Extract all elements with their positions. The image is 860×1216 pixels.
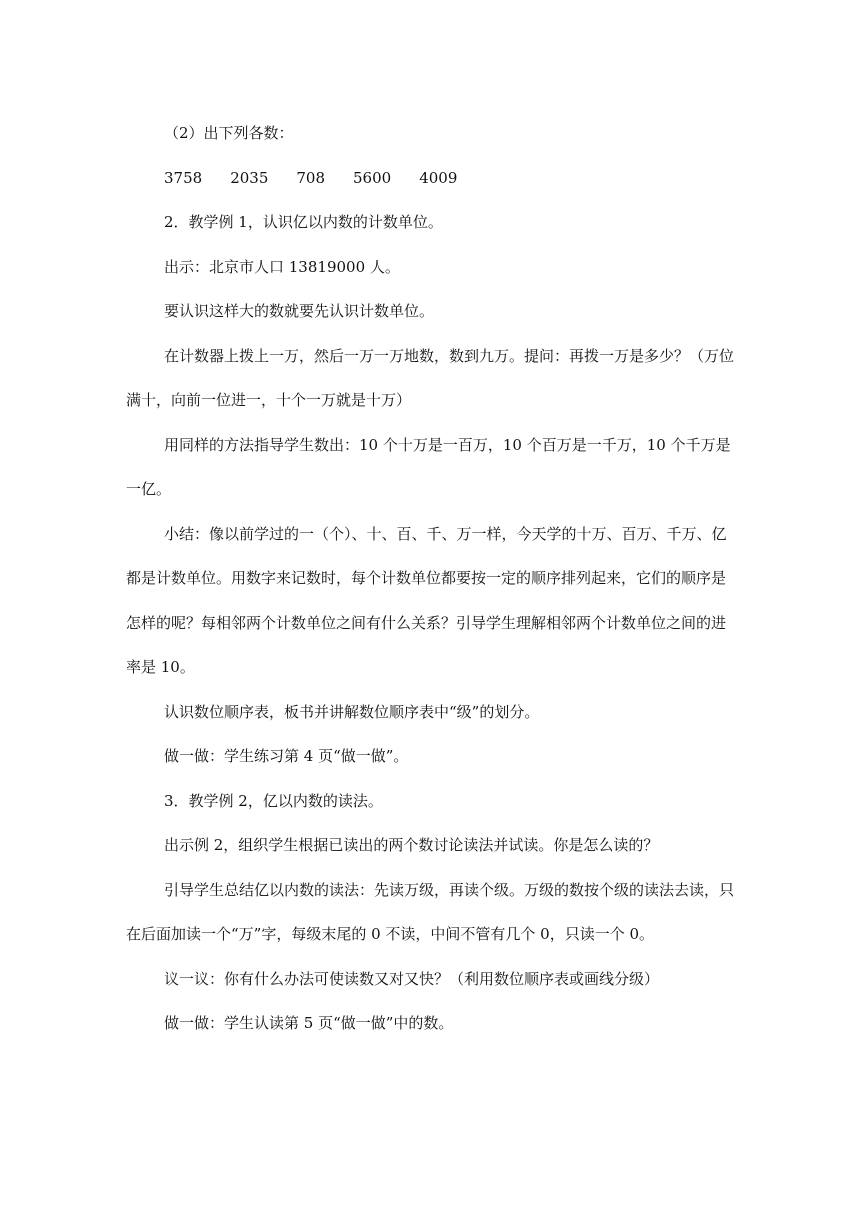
document-body <box>126 111 738 1046</box>
paragraph-show-example-2: 出示例 2，组织学生根据已读出的两个数讨论读法并试读。你是怎么读的？ <box>164 836 659 854</box>
paragraph-discussion: 议一议：你有什么办法可使读数又对又快？（利用数位顺序表或画线分级） <box>164 969 660 988</box>
paragraph-same-method: 用同样的方法指导学生数出：10 个十万是一百万，10 个百万是一千万，10 个千万是一亿。 <box>126 435 731 498</box>
paragraph-show-population: 出示：北京市人口 13819000 人。 <box>164 257 400 276</box>
paragraph-practice-page-4: 做一做：学生练习第 4 页“做一做”。 <box>164 747 409 765</box>
paragraph-summary: 小结：像以前学过的一（个）、十、百、千、万一样，今天学的十万、百万、千万、亿都是计数单位。用数字来记数时，每个计数单位都要按一定的顺序排列起来，它们的顺序是怎样的呢？每相邻两个计数单位之间有什么关系？引导学生理解相邻两个计数单位之间的进率是 10。 <box>126 524 727 676</box>
section-heading-example-2: 3．教学例 2，亿以内数的读法。 <box>164 791 383 810</box>
number-item: 5600 <box>353 168 392 187</box>
paragraph-abacus-counting: 在计数器上拨上一万，然后一万一万地数，数到九万。提问：再拨一万是多少？（万位满十，向前一位进一，十个一万就是十万） <box>126 346 735 409</box>
paragraph-counting-units-intro: 要认识这样大的数就要先认识计数单位。 <box>164 302 435 320</box>
number-item: 4009 <box>419 168 458 187</box>
number-list <box>126 156 738 201</box>
number-item: 708 <box>296 168 326 187</box>
paragraph-place-value-table: 认识数位顺序表，板书并讲解数位顺序表中“级”的划分。 <box>164 702 540 721</box>
paragraph-exercise-2: （2）出下列各数： <box>164 124 294 142</box>
number-item: 2035 <box>230 168 269 187</box>
paragraph-reading-rules: 引导学生总结亿以内数的读法：先读万级，再读个级。万级的数按个级的读法去读，只在后面加读一个“万”字，每级末尾的 0 不读，中间不管有几个 0，只读一个 0。 <box>126 880 735 943</box>
paragraph-practice-page-5: 做一做：学生认读第 5 页“做一做”中的数。 <box>164 1014 454 1032</box>
section-heading-example-1: 2．教学例 1，认识亿以内数的计数单位。 <box>164 213 443 231</box>
number-item: 3758 <box>164 168 203 187</box>
